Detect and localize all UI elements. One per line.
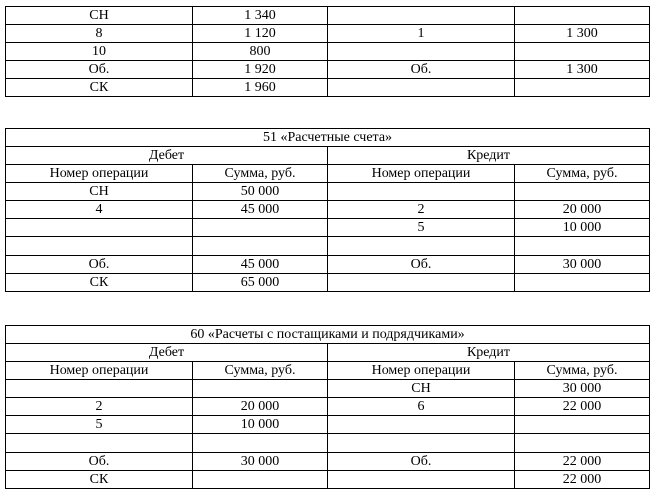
table-title-row: [6, 129, 650, 147]
credit-sum-cell: [515, 416, 650, 434]
table-row: [6, 274, 650, 292]
table-row: [6, 201, 650, 219]
credit-op-cell: Об.: [328, 453, 515, 471]
credit-sum-cell: 22 000: [515, 471, 650, 489]
table-row: [6, 183, 650, 201]
debit-sum-cell: 65 000: [193, 274, 328, 292]
table-row: [6, 237, 650, 256]
credit-op-cell: [328, 434, 515, 453]
debit-op-cell: 4: [6, 201, 193, 219]
credit-op-cell: [328, 79, 515, 97]
table-row: [6, 219, 650, 237]
debit-sum-cell: 1 960: [193, 79, 328, 97]
debit-op-cell: 5: [6, 416, 193, 434]
debit-op-cell: Об.: [6, 256, 193, 274]
debit-op-cell: 8: [6, 25, 193, 43]
table-row: [6, 416, 650, 434]
side-header-row: [6, 344, 650, 362]
debit-op-cell: 2: [6, 398, 193, 416]
account-table-51: [5, 128, 650, 292]
table-row: [6, 79, 650, 97]
account-table-60: [5, 325, 650, 489]
sum-header: Сумма, руб.: [515, 165, 650, 183]
credit-op-cell: 6: [328, 398, 515, 416]
table-row: [6, 380, 650, 398]
credit-header: Кредит: [328, 147, 650, 165]
debit-sum-cell: 800: [193, 43, 328, 61]
credit-sum-cell: 22 000: [515, 398, 650, 416]
credit-op-cell: Об.: [328, 61, 515, 79]
debit-sum-cell: 20 000: [193, 398, 328, 416]
debit-sum-cell: 45 000: [193, 201, 328, 219]
table-row: [6, 434, 650, 453]
credit-op-cell: [328, 237, 515, 256]
credit-sum-cell: [515, 7, 650, 25]
debit-sum-cell: 1 120: [193, 25, 328, 43]
credit-sum-cell: 10 000: [515, 219, 650, 237]
credit-header: Кредит: [328, 344, 650, 362]
op-number-header: Номер операции: [6, 362, 193, 380]
credit-sum-cell: 30 000: [515, 256, 650, 274]
table-row: [6, 43, 650, 61]
column-header-row: [6, 165, 650, 183]
debit-op-cell: СН: [6, 183, 193, 201]
column-header-row: [6, 362, 650, 380]
debit-header: Дебет: [6, 344, 328, 362]
table-row: [6, 453, 650, 471]
credit-op-cell: 1: [328, 25, 515, 43]
table-row: [6, 256, 650, 274]
sum-header: Сумма, руб.: [193, 362, 328, 380]
credit-sum-cell: [515, 183, 650, 201]
credit-sum-cell: [515, 79, 650, 97]
credit-sum-cell: [515, 237, 650, 256]
credit-sum-cell: 20 000: [515, 201, 650, 219]
credit-sum-cell: [515, 43, 650, 61]
debit-op-cell: Об.: [6, 61, 193, 79]
debit-sum-cell: 30 000: [193, 453, 328, 471]
table-row: [6, 471, 650, 489]
op-number-header: Номер операции: [6, 165, 193, 183]
debit-op-cell: [6, 237, 193, 256]
debit-op-cell: [6, 219, 193, 237]
debit-op-cell: СН: [6, 7, 193, 25]
table-row: [6, 398, 650, 416]
sum-header: Сумма, руб.: [515, 362, 650, 380]
debit-sum-cell: 1 920: [193, 61, 328, 79]
debit-sum-cell: 45 000: [193, 256, 328, 274]
debit-sum-cell: [193, 237, 328, 256]
sum-header: Сумма, руб.: [193, 165, 328, 183]
credit-op-cell: 2: [328, 201, 515, 219]
credit-op-cell: СН: [328, 380, 515, 398]
op-number-header: Номер операции: [328, 362, 515, 380]
credit-sum-cell: 30 000: [515, 380, 650, 398]
credit-sum-cell: 1 300: [515, 61, 650, 79]
table-row: [6, 7, 650, 25]
debit-sum-cell: 10 000: [193, 416, 328, 434]
debit-op-cell: СК: [6, 471, 193, 489]
credit-op-cell: [328, 43, 515, 61]
table1-body: [6, 7, 650, 97]
account-table-partial: [5, 6, 650, 97]
table-title: 60 «Расчеты с постащиками и подрядчиками»: [6, 326, 650, 344]
side-header-row: [6, 147, 650, 165]
debit-op-cell: СК: [6, 79, 193, 97]
debit-sum-cell: [193, 471, 328, 489]
credit-op-cell: Об.: [328, 256, 515, 274]
debit-op-cell: Об.: [6, 453, 193, 471]
debit-op-cell: [6, 380, 193, 398]
table-row: [6, 25, 650, 43]
credit-op-cell: 5: [328, 219, 515, 237]
debit-op-cell: 10: [6, 43, 193, 61]
credit-op-cell: [328, 416, 515, 434]
debit-sum-cell: [193, 219, 328, 237]
credit-op-cell: [328, 471, 515, 489]
table3-body: [6, 326, 650, 489]
credit-sum-cell: [515, 434, 650, 453]
credit-sum-cell: [515, 274, 650, 292]
debit-header: Дебет: [6, 147, 328, 165]
table2-body: [6, 129, 650, 292]
debit-sum-cell: 50 000: [193, 183, 328, 201]
debit-op-cell: СК: [6, 274, 193, 292]
debit-sum-cell: [193, 434, 328, 453]
debit-sum-cell: [193, 380, 328, 398]
credit-sum-cell: 22 000: [515, 453, 650, 471]
table-title: 51 «Расчетные счета»: [6, 129, 650, 147]
credit-op-cell: [328, 183, 515, 201]
debit-sum-cell: 1 340: [193, 7, 328, 25]
debit-op-cell: [6, 434, 193, 453]
table-row: [6, 61, 650, 79]
credit-op-cell: [328, 7, 515, 25]
credit-op-cell: [328, 274, 515, 292]
op-number-header: Номер операции: [328, 165, 515, 183]
credit-sum-cell: 1 300: [515, 25, 650, 43]
table-title-row: [6, 326, 650, 344]
